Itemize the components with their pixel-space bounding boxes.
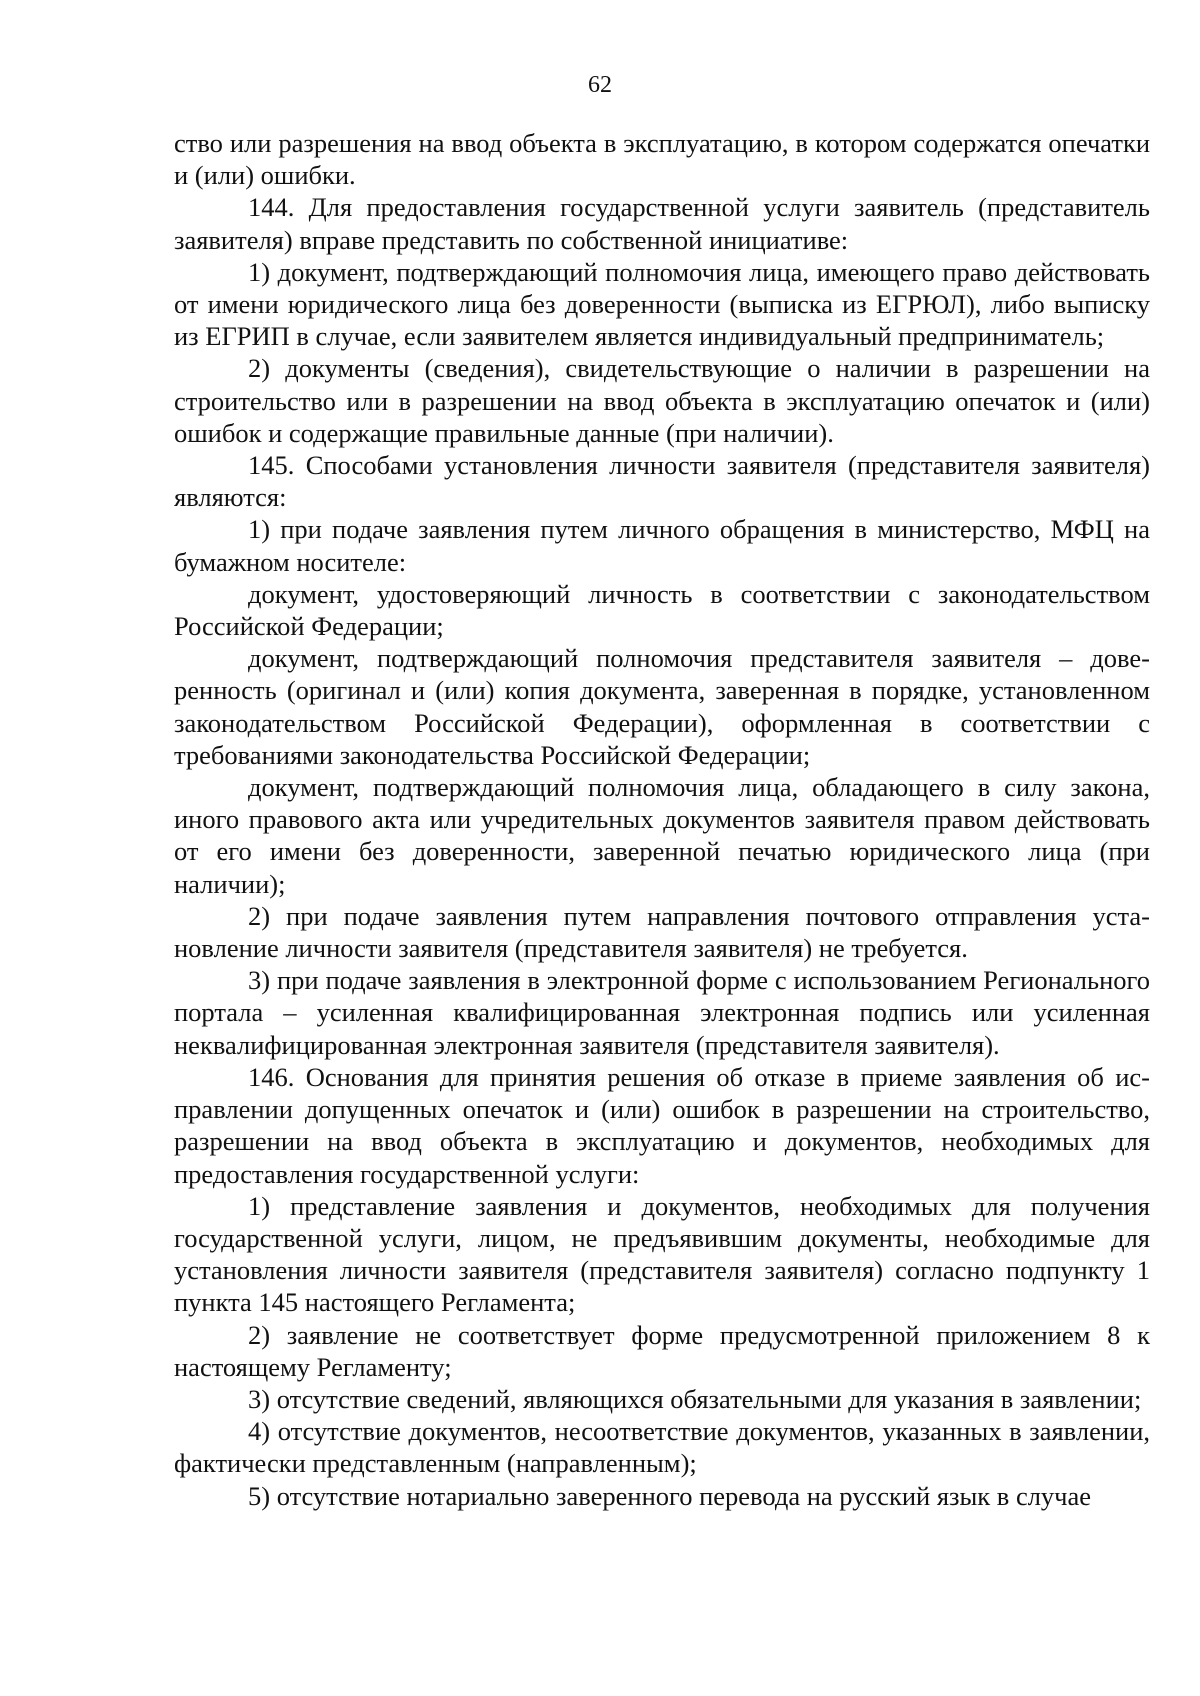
list-item-146-2: 2) заявление не соответствует форме предусмотренной приложением 8 к настоящему Регламенту; — [174, 1319, 1150, 1382]
list-item-144-1: 1) документ, подтверждающий полномочия лица, имеющего право действовать от имени юридического лица без доверенности (выписка из ЕГРЮЛ), либо выписку из ЕГРИП в случае, если заявителем является индивидуальный предприниматель; — [174, 256, 1150, 352]
paragraph-146: 146. Основания для принятия решения об отказе в приеме заявления об исправлении допущенных опечаток и (или) ошибок в разрешении на строительство, разрешении на ввод объекта в эксплуатацию и документов, необходимых для предоставления государственной услуги: — [174, 1061, 1150, 1189]
list-item-146-5: 5) отсутствие нотариально заверенного перевода на русский язык в случае — [248, 1480, 1092, 1511]
list-item-145-3: 3) при подаче заявления в электронной форме с использованием Регионального портала – усиленная квалифицированная электронная подпись или усиленная неквалифицированная электронная заявителя (представителя заявителя). — [174, 965, 1150, 1060]
paragraph-continuation: ство или разрешения на ввод объекта в эксплуатацию, в котором содержатся опечатки и (или) ошибки. — [174, 128, 1150, 191]
list-subitem-authority-document: документ, подтверждающий полномочия лица, обладающего в силу закона, иного правового акта или учредительных документов заявителя правом действовать от его имени без доверенности, заверенной печатью юридического лица (при наличии); — [174, 772, 1150, 899]
list-item-145-1: 1) при подаче заявления путем личного обращения в министерство, МФЦ на бумажном носителе: — [174, 514, 1150, 577]
page-number: 62 — [588, 72, 612, 98]
list-item-145-2: 2) при подаче заявления путем направления почтового отправления установление личности заявителя (представителя заявителя) не требуется. — [174, 900, 1150, 964]
list-subitem-representative-document: документ, подтверждающий полномочия представителя заявителя – доверенность (оригинал и (или) копия документа, заверенная в порядке, установленном законодательством Российской Федерации), оформленная в соответствии с требованиями законодательства Российской Федерации; — [174, 643, 1150, 770]
document-body — [174, 127, 1150, 1512]
list-item-146-3: 3) отсутствие сведений, являющихся обязательными для указания в заявлении; — [248, 1383, 1142, 1414]
paragraph-145: 145. Способами установления личности заявителя (представителя заявителя) являются: — [174, 450, 1150, 513]
list-subitem-identity-document: документ, удостоверяющий личность в соответствии с законодательством Российской Федерации; — [174, 578, 1150, 642]
paragraph-144: 144. Для предоставления государственной услуги заявитель (представитель заявителя) вправе представить по собственной инициативе: — [174, 192, 1150, 255]
list-item-144-2: 2) документы (сведения), свидетельствующие о наличии в разрешении на строительство или в разрешении на ввод объекта в эксплуатацию опечаток и (или) ошибок и содержащие правильные данные (при наличии). — [174, 353, 1150, 448]
list-item-146-1: 1) представление заявления и документов, необходимых для получения государственной услуги, лицом, не предъявившим документы, необходимые для установления личности заявителя (представителя заявителя) согласно подпункту 1 пункта 145 настоящего Регламента; — [174, 1190, 1150, 1318]
list-item-146-4: 4) отсутствие документов, несоответствие документов, указанных в заявлении, фактически представленным (направленным); — [174, 1416, 1150, 1479]
